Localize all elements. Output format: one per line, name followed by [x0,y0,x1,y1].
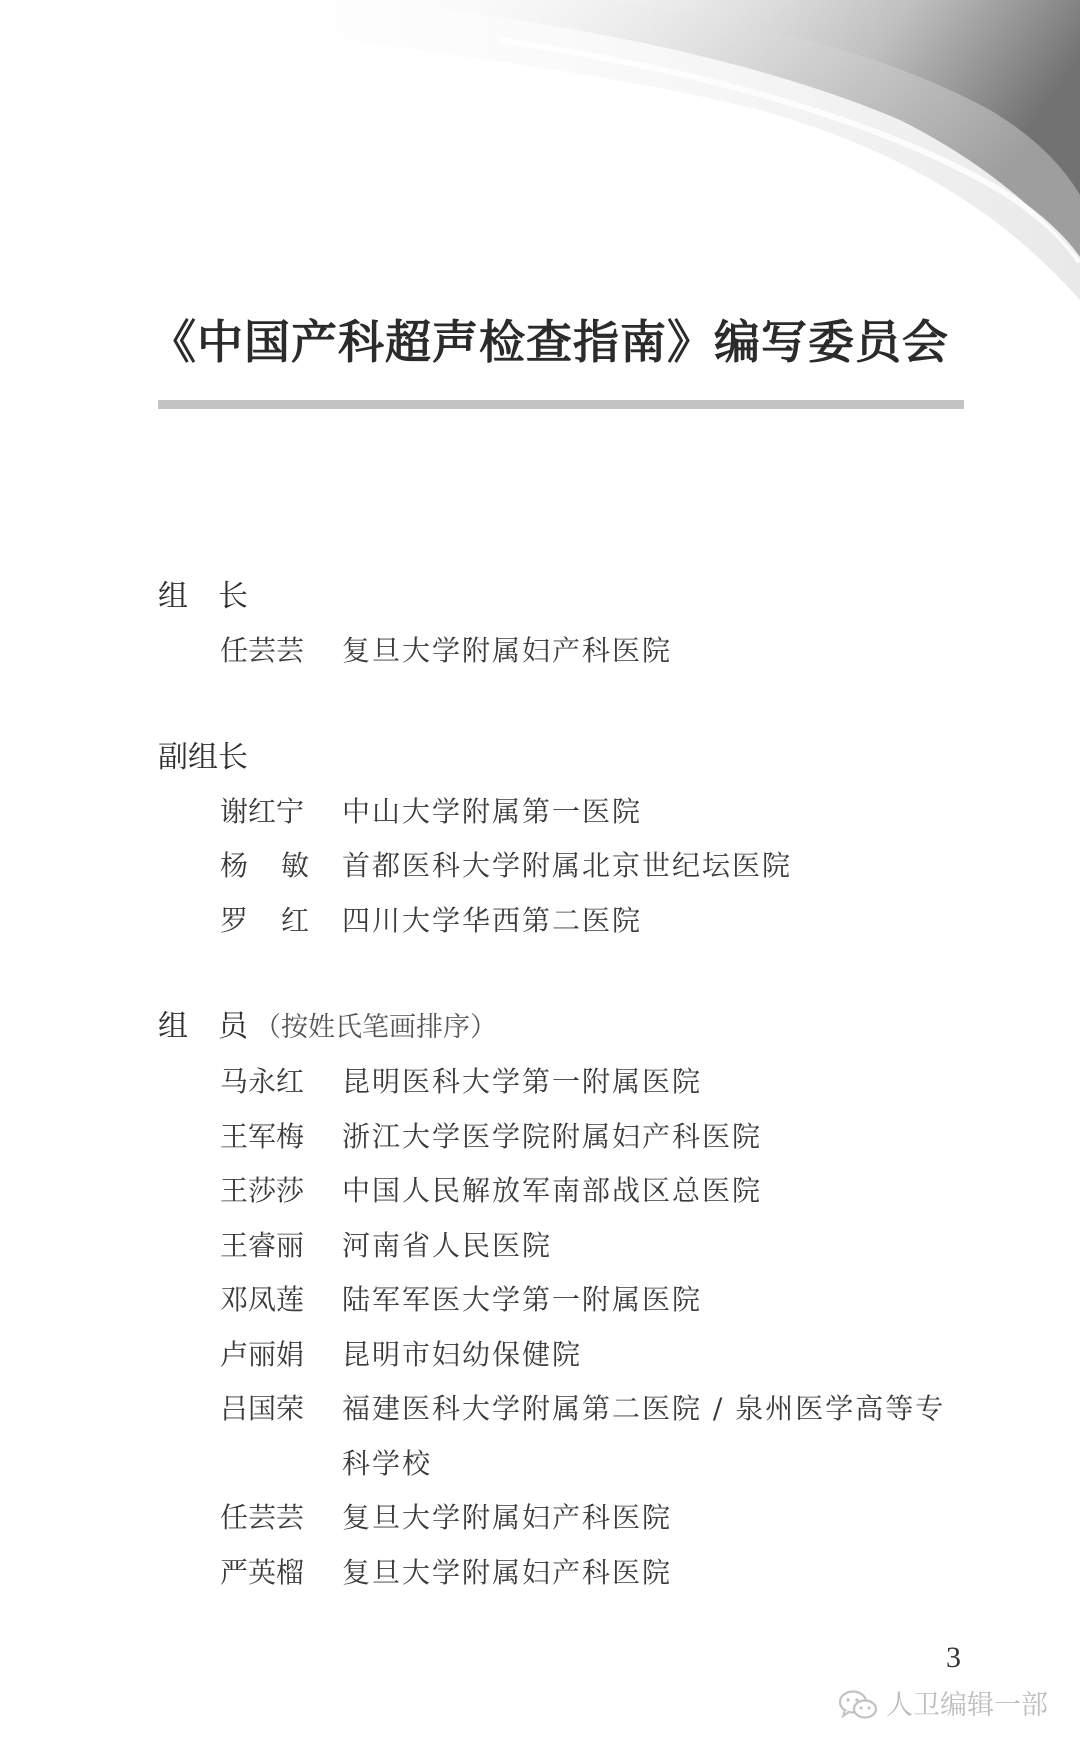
member-row [158,1055,978,1110]
wechat-icon [838,1689,878,1723]
member-row [158,1219,978,1274]
member-row [158,1164,978,1219]
member-name: 王睿丽 [220,1228,305,1262]
member-row [158,1382,978,1491]
member-institution: 中山大学附属第一医院 [342,794,643,828]
member-name: 严英榴 [220,1555,305,1589]
member-institution: 首都医科大学附属北京世纪坛医院 [342,849,793,882]
member-institution: 中国人民解放军南部战区总医院 [342,1174,763,1207]
member-name: 王莎莎 [220,1174,305,1207]
section-deputy-leaders [158,731,978,949]
section-heading-label: 副组长 [158,739,248,775]
section-heading-label: 组 员 [158,1009,248,1044]
member-institution: 河南省人民医院 [342,1228,553,1262]
section-heading-label: 组 长 [158,579,248,614]
member-row [158,1546,978,1601]
member-name: 任芸芸 [220,634,305,667]
section-heading-note: （按姓氏笔画排序） [254,1012,497,1043]
member-row [158,894,978,949]
member-row [158,624,978,679]
member-institution: 复旦大学附属妇产科医院 [342,1501,673,1534]
member-row [158,1273,978,1328]
section-heading [158,1000,978,1055]
section-heading [158,731,978,785]
section-heading [158,570,978,624]
member-name: 邓凤莲 [220,1283,305,1316]
section-members [158,1000,978,1600]
page-title: 《中国产科超声检查指南》编写委员会 [150,315,949,369]
member-row [158,785,978,840]
watermark-text: 人卫编辑一部 [886,1690,1048,1721]
member-row [158,839,978,894]
member-institution: 复旦大学附属妇产科医院 [342,634,673,667]
watermark [838,1686,1048,1726]
member-name: 王军梅 [220,1119,305,1153]
member-institution: 昆明市妇幼保健院 [342,1337,583,1371]
member-row [158,1328,978,1383]
decorative-swoosh [0,0,1080,320]
member-institution: 复旦大学附属妇产科医院 [342,1555,673,1589]
member-institution: 福建医科大学附属第二医院 / 泉州医学高等专科学校 [342,1392,946,1480]
title-divider [158,400,964,409]
member-institution: 浙江大学医学院附属妇产科医院 [342,1119,763,1153]
member-name: 谢红宁 [220,794,305,828]
section-leader [158,570,978,679]
page-number: 3 [946,1641,961,1674]
member-institution: 陆军军医大学第一附属医院 [342,1283,703,1316]
member-name: 杨敏 [220,849,343,882]
member-row [158,1491,978,1546]
member-name: 马永红 [220,1065,305,1098]
member-name: 罗红 [220,903,343,937]
member-name: 卢丽娟 [220,1337,305,1371]
committee-list [158,570,978,1652]
member-name: 任芸芸 [220,1501,305,1534]
member-institution: 四川大学华西第二医院 [342,903,643,937]
member-institution: 昆明医科大学第一附属医院 [342,1065,703,1098]
member-row [158,1110,978,1165]
member-name: 吕国荣 [220,1392,305,1425]
